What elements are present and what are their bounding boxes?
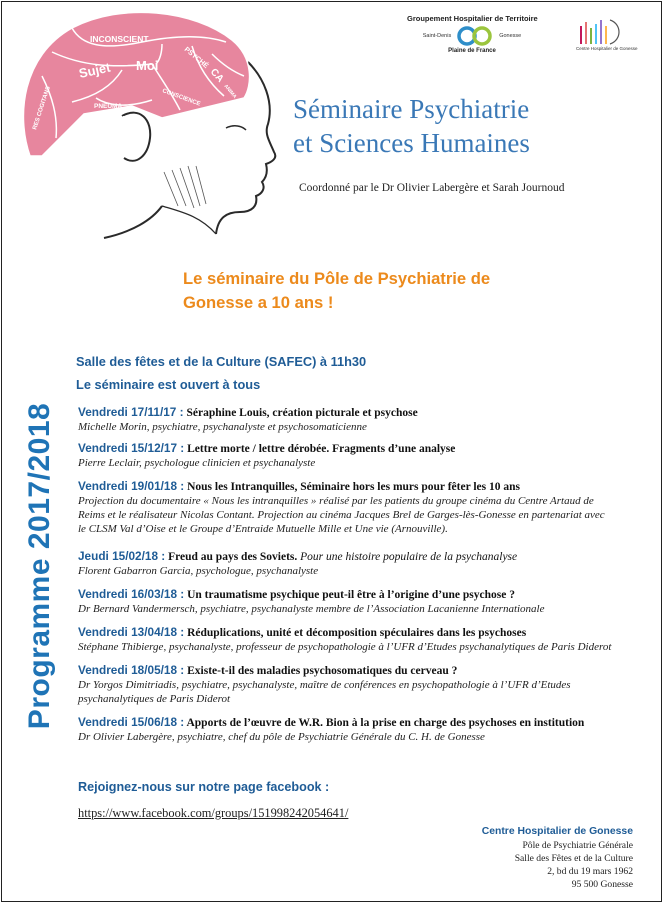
session-item bbox=[78, 625, 648, 663]
banner-line-1: Le séminaire du Pôle de Psychiatrie de bbox=[183, 269, 491, 288]
session-speaker: Michelle Morin, psychiatre, psychanalyste et psychosomaticienne bbox=[78, 421, 367, 433]
banner-line-2: Gonesse a 10 ans ! bbox=[183, 293, 334, 312]
session-date: Vendredi 16/03/18 : bbox=[78, 587, 185, 601]
ght-rings-icon bbox=[455, 25, 495, 47]
session-speaker: Stéphane Thibierge, psychanalyste, professeur de psychopathologie à l’UFR d’Etudes psychanalytiques de Paris Diderot bbox=[78, 641, 612, 653]
session-date: Vendredi 17/11/17 : bbox=[78, 405, 184, 419]
svg-text:PSYCHÉ: PSYCHÉ bbox=[182, 46, 210, 71]
session-speaker: Florent Gabarron Garcia, psychologue, psychanalyste bbox=[78, 565, 319, 577]
session-item bbox=[78, 663, 648, 715]
title-line-2: et Sciences Humaines bbox=[293, 128, 530, 158]
ght-left-label: Saint-Denis bbox=[422, 33, 452, 39]
svg-text:Sujet: Sujet bbox=[77, 59, 112, 81]
svg-text:SENSIBLE: SENSIBLE bbox=[116, 116, 142, 122]
session-speaker: Dr Yorgos Dimitriadis, psychiatre, psychanalyste, maître de conférences en psychopathologie à l’UFR d’Etudes bbox=[78, 679, 571, 691]
title-line-1: Séminaire Psychiatrie bbox=[293, 94, 530, 124]
session-subtitle: Pour une histoire populaire de la psychanalyse bbox=[297, 551, 518, 563]
session-item bbox=[78, 405, 648, 441]
ch-logo-caption: Centre Hospitalier de Gonesse bbox=[576, 46, 638, 51]
open-to-all-line: Le séminaire est ouvert à tous bbox=[76, 377, 261, 392]
svg-text:Moi: Moi bbox=[136, 58, 159, 73]
session-item bbox=[78, 549, 648, 587]
programme-vertical-label bbox=[20, 372, 60, 760]
session-title: Un traumatisme psychique peut-il être à l’origine d’une psychose ? bbox=[184, 589, 515, 601]
session-list bbox=[78, 405, 648, 751]
session-date: Vendredi 18/05/18 : bbox=[78, 663, 185, 677]
ch-bars-icon bbox=[570, 16, 630, 46]
address-line: Pôle de Psychiatrie Générale bbox=[522, 840, 633, 851]
svg-text:CONSCIENCE: CONSCIENCE bbox=[161, 88, 201, 108]
session-item bbox=[78, 441, 648, 479]
session-item bbox=[78, 479, 648, 549]
session-title: Réduplications, unité et décomposition spéculaires dans les psychoses bbox=[184, 627, 527, 639]
svg-text:PNEUMA: PNEUMA bbox=[94, 103, 123, 110]
address-name: Centre Hospitalier de Gonesse bbox=[481, 826, 633, 837]
svg-text:CA: CA bbox=[207, 66, 226, 85]
venue-line: Salle des fêtes et de la Culture (SAFEC) à 11h30 bbox=[76, 354, 367, 369]
ght-subtitle: Plaine de France bbox=[448, 48, 496, 54]
session-speaker: Dr Bernard Vandermersch, psychiatre, psychanalyste membre de l’Association Lacanienne Internationale bbox=[78, 603, 545, 615]
session-title: Lettre morte / lettre dérobée. Fragments d’une analyse bbox=[184, 443, 456, 455]
svg-text:RES COGITANS: RES COGITANS bbox=[32, 85, 52, 131]
facebook-label: Rejoignez-nous sur notre page facebook : bbox=[78, 780, 330, 794]
session-speaker: Reims et le réalisateur Nicolas Contant. Projection au cinéma Jacques Brel de Garges-lès-Gonesse en partenariat avec bbox=[78, 509, 605, 521]
session-item bbox=[78, 587, 648, 625]
hospital-address bbox=[482, 826, 633, 891]
address-line: 2, bd du 19 mars 1962 bbox=[547, 866, 633, 877]
address-line: 95 500 Gonesse bbox=[571, 879, 633, 890]
session-title: Freud au pays des Soviets. bbox=[165, 551, 298, 563]
session-speaker: Pierre Leclair, psychologue clinicien et psychanalyste bbox=[78, 457, 316, 469]
session-title: Apports de l’œuvre de W.R. Bion à la prise en charge des psychoses en institution bbox=[184, 717, 585, 729]
facebook-link[interactable]: https://www.facebook.com/groups/151998242054641/ bbox=[78, 806, 349, 820]
session-date: Vendredi 15/12/17 : bbox=[78, 441, 185, 455]
flyer-page bbox=[1, 1, 662, 902]
seminar-title bbox=[293, 92, 623, 160]
session-date: Vendredi 15/06/18 : bbox=[78, 715, 185, 729]
session-title: Existe-t-il des maladies psychosomatiques du cerveau ? bbox=[184, 665, 458, 677]
ght-title: Groupement Hospitalier de Territoire bbox=[407, 14, 538, 23]
session-speaker: Dr Olivier Labergère, psychiatre, chef du pôle de Psychiatrie Générale du C. H. de Gonesse bbox=[78, 731, 485, 743]
svg-text:ANIMA: ANIMA bbox=[222, 83, 238, 100]
session-speaker: le CLSM Val d’Oise et le Groupe d’Entraide Mutuelle Mille et Une vie (Arnouville). bbox=[78, 523, 448, 535]
programme-year: Programme 2017/2018 bbox=[23, 402, 56, 730]
phrenology-head-illustration bbox=[12, 6, 282, 244]
session-date: Jeudi 15/02/18 : bbox=[78, 549, 166, 563]
session-date: Vendredi 13/04/18 : bbox=[78, 625, 185, 639]
session-speaker: Projection du documentaire « Nous les intranquilles » réalisé par les patients du groupe cinéma du Centre Artaud de bbox=[78, 495, 594, 507]
ght-logo bbox=[407, 14, 537, 72]
session-date: Vendredi 19/01/18 : bbox=[78, 479, 185, 493]
address-line: Salle des Fêtes et de la Culture bbox=[514, 853, 633, 864]
ght-right-label: Gonesse bbox=[499, 33, 522, 39]
session-speaker: psychanalytiques de Paris Diderot bbox=[78, 693, 231, 705]
coordination-note: Coordonné par le Dr Olivier Labergère et Sarah Journoud bbox=[299, 182, 565, 194]
anniversary-banner bbox=[183, 267, 623, 315]
session-title: Séraphine Louis, création picturale et psychose bbox=[183, 407, 418, 419]
svg-text:INCONSCIENT: INCONSCIENT bbox=[90, 34, 149, 44]
session-title: Nous les Intranquilles, Séminaire hors les murs pour fêter les 10 ans bbox=[184, 481, 520, 493]
session-item bbox=[78, 715, 648, 751]
ch-gonesse-logo bbox=[570, 16, 650, 62]
